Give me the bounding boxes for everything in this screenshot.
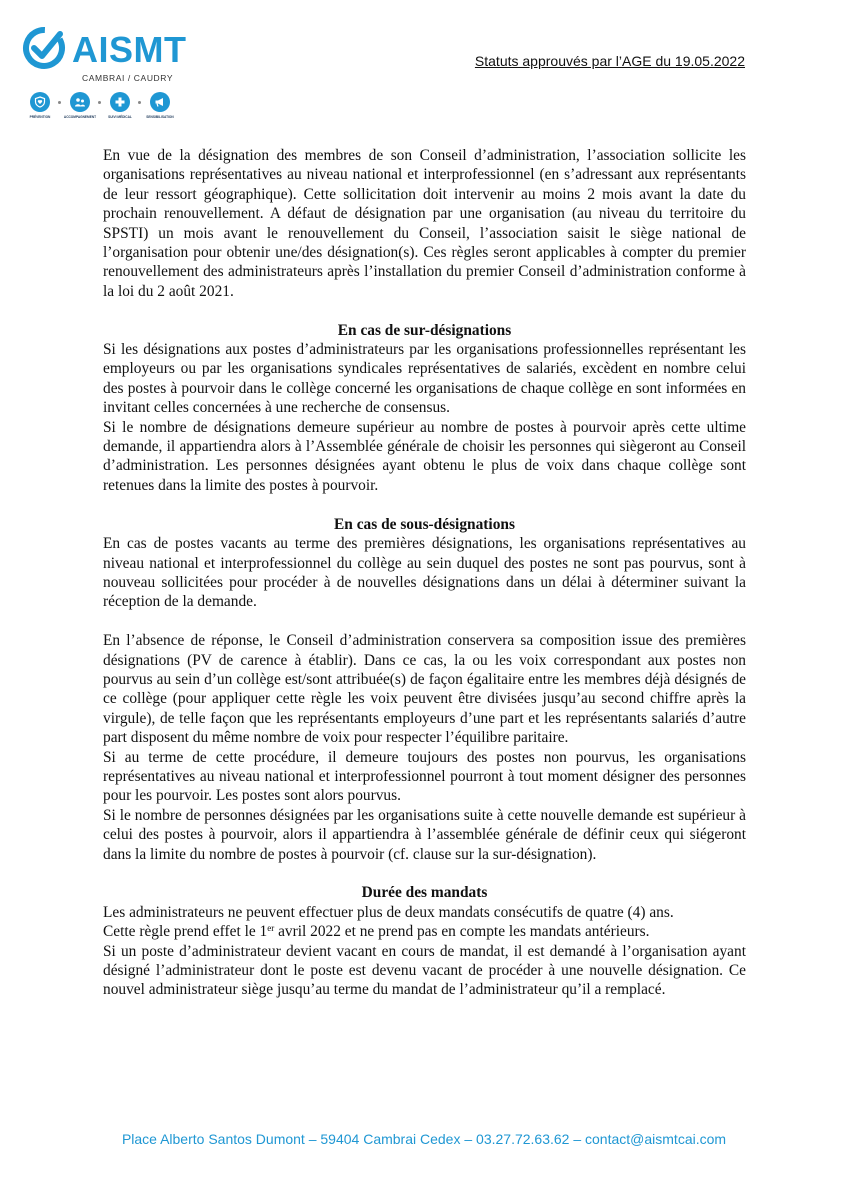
- paragraph: Si les désignations aux postes d’administrateurs par les organisations professionnelles représentant les employeurs ou par les organisations syndicales représentatives de salariés, excèdent en nombre celui des postes à pourvoir dans le collège concerné les organisations de chaque collège en sont informées en invitant celles concernées à une recherche de consensus.: [103, 341, 746, 417]
- footer-address: Place Alberto Santos Dumont – 59404 Cambrai Cedex – 03.27.72.63.62 – contact@aismtcai.com: [121, 1131, 727, 1147]
- paragraph: Les administrateurs ne peuvent effectuer plus de deux mandats consécutifs de quatre (4) ans.: [103, 903, 674, 921]
- separator-dot: [138, 101, 141, 104]
- shield-heart-icon: [30, 92, 50, 112]
- text-span: Cette règle prend effet le 1: [103, 923, 268, 941]
- paragraph: Si le nombre de désignations demeure supérieur au nombre de postes à pourvoir après cette ultime demande, il appartiendra alors à l’Assemblée générale de choisir les personnes qui siègeront au Conseil d’administration. Les personnes désignées ayant obtenu le plus de voix dans chaque collège sont retenues dans la limite des postes à pourvoir.: [103, 418, 746, 494]
- intro-paragraph: En vue de la désignation des membres de son Conseil d’administration, l’association sollicite les organisations représentatives au niveau national et interprofessionnel (en s’adressant aux représentants de leur ressort géographique). Cette sollicitation doit intervenir au moins 2 mois avant la date du prochain renouvellement. A défaut de désignation par une organisation (au niveau du territoire du SPSTI) un mois avant le renouvellement du Conseil, l’association saisit le siège national de l’organisation pour obtenir une/des désignation(s). Ces règles seront applicables à compter du premier renouvellement des administrateurs après l’installation du premier Conseil d’administration conforme à la loi du 2 août 2021.: [103, 147, 746, 300]
- badge-prevention: [22, 92, 58, 119]
- section-heading-sur-designations: En cas de sur-désignations: [337, 321, 512, 339]
- badge-suivi-medical: [102, 92, 138, 119]
- separator-dot: [98, 101, 101, 104]
- megaphone-icon: [150, 92, 170, 112]
- badge-sensibilisation: [142, 92, 178, 119]
- section-heading-sous-designations: En cas de sous-désignations: [334, 515, 515, 533]
- status-approval-line: Statuts approuvés par l’AGE du 19.05.2022: [474, 53, 745, 69]
- checkmark-logo-icon: [22, 26, 66, 70]
- section-heading-duree-des-mandats: Durée des mandats: [361, 884, 488, 902]
- badge-label: ACCOMPAGNEMENT: [63, 115, 97, 119]
- badge-label: PRÉVENTION: [29, 115, 51, 119]
- badge-label: SENSIBILISATION: [146, 115, 174, 119]
- aismt-logo: [22, 26, 187, 126]
- superscript: er: [267, 923, 275, 934]
- paragraph: En l’absence de réponse, le Conseil d’administration conservera sa composition issue des premières désignations (PV de carence à établir). Dans ce cas, la ou les voix correspondant aux postes non pourvus au sein d’un collège est/sont attribuée(s) de façon égalitaire entre les membres déjà désignés de ce collège (pour appliquer cette règle les voix peuvent être divisées jusqu’au second chiffre après la virgule), de telle façon que les représentants employeurs d’une part et les représentants salariés d’autre part disposent du même nombre de voix pour respecter l’équilibre paritaire.: [103, 632, 746, 747]
- paragraph: Si un poste d’administrateur devient vacant en cours de mandat, il est demandé à l’organisation ayant désigné l’administrateur dont le poste est devenu vacant de procéder à une nouvelle désignation. Ce nouvel administrateur siège jusqu’au terme du mandat de l’administrateur qu’il a remplacé.: [103, 942, 746, 999]
- separator-dot: [58, 101, 61, 104]
- document-body: [103, 146, 746, 1000]
- logo-name: AISMT: [72, 29, 187, 70]
- logo-badges: [22, 92, 182, 132]
- text-span: avril 2022 et ne prend pas en compte les mandats antérieurs.: [274, 923, 650, 941]
- badge-label: SUIVI MÉDICAL: [108, 115, 132, 119]
- paragraph: Si le nombre de personnes désignées par les organisations suite à cette nouvelle demande est supérieur à celui des postes à pourvoir, alors il appartiendra à l’assemblée générale de définir ceux qui siégeront dans la limite du nombre de postes à pourvoir (cf. clause sur la sur-désignation).: [103, 806, 746, 863]
- paragraph: [103, 922, 746, 941]
- logo-subtitle: CAMBRAI / CAUDRY: [82, 73, 174, 83]
- medical-cross-icon: [110, 92, 130, 112]
- paragraph: En cas de postes vacants au terme des premières désignations, les organisations représentatives au niveau national et interprofessionnel du collège au sein duquel des postes ne sont pas pourvus, sont à nouveau sollicitées pour procéder à de nouvelles désignations dans un délai à déterminer suivant la réception de la demande.: [103, 535, 746, 611]
- paragraph: Si au terme de cette procédure, il demeure toujours des postes non pourvus, les organisations représentatives au niveau national et interprofessionnel pourront à tout moment désigner des personnes pour les pourvoir. Les postes sont alors pourvus.: [103, 748, 746, 805]
- people-icon: [70, 92, 90, 112]
- badge-accompagnement: [62, 92, 98, 119]
